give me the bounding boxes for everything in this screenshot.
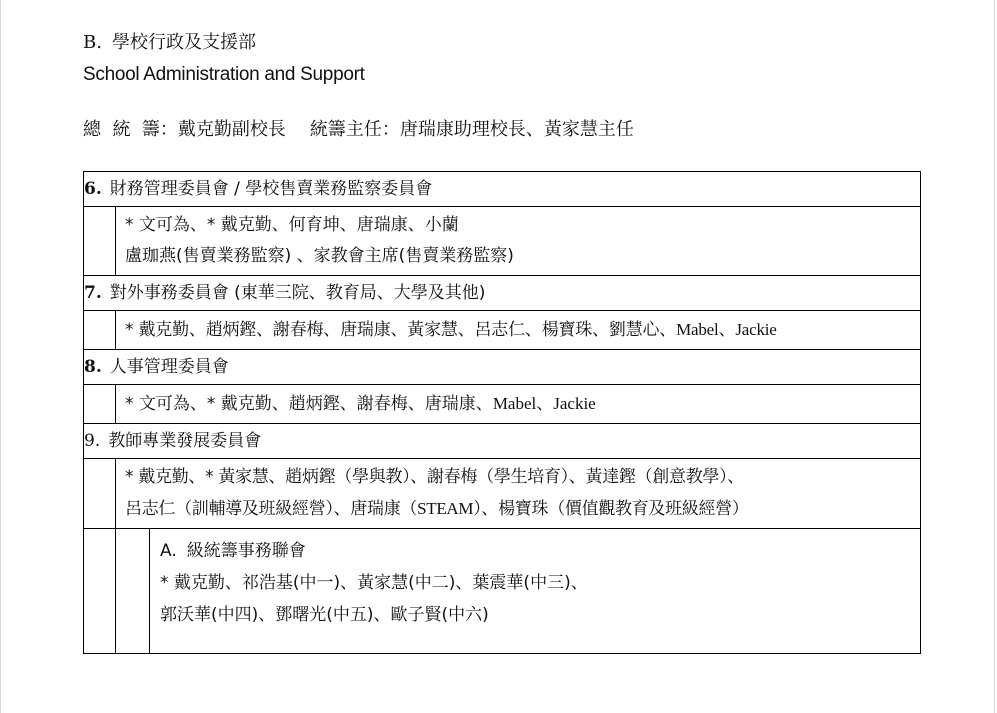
committee-number: 7. [84, 283, 102, 303]
committee-name: 對外事務委員會 (東華三院、教育局、大學及其他) [109, 283, 486, 303]
committee-row [84, 276, 921, 311]
committee-title [84, 276, 921, 311]
committee-row [84, 350, 921, 385]
committee-number: 6. [84, 179, 102, 199]
indent-cell [84, 385, 116, 424]
members-row [84, 207, 921, 276]
indent-cell [84, 459, 116, 529]
members-latin: Mabel、Jackie [492, 394, 596, 413]
members-latin: STEAM [417, 499, 474, 518]
sub-committee-name: 級統籌事務聯會 [186, 541, 306, 561]
committee-table [83, 171, 921, 654]
overall-coordinator: 戴克勤副校長 [177, 119, 286, 140]
section-title-zh: 學校行政及支援部 [111, 32, 256, 53]
committee-name: 人事管理委員會 [109, 357, 229, 377]
members-line [125, 493, 912, 525]
sub-committee-cell [150, 529, 921, 653]
members-row [84, 459, 921, 529]
committee-members [116, 311, 921, 350]
sub-committee-title [160, 535, 912, 567]
members-latin: Mabel、Jackie [676, 320, 777, 339]
committee-name: 教師專業發展委員會 [108, 431, 262, 451]
coordination-line [83, 117, 634, 143]
members-text: * 文可為、* 戴克勤、趙炳鏗、謝春梅、唐瑞康、 [125, 394, 493, 414]
sub-members-line: * 戴克勤、祁浩基(中一)、黃家慧(中二)、葉震華(中三)、 [160, 573, 588, 593]
members-text: * 戴克勤、趙炳鏗、謝春梅、唐瑞康、黃家慧、呂志仁、楊寶珠、劉慧心、 [125, 320, 677, 340]
sub-committee-letter: A. [160, 541, 177, 561]
committee-number: 9. [84, 431, 101, 451]
committee-members [116, 385, 921, 424]
indent-cell [84, 529, 116, 654]
section-letter: B. [83, 32, 102, 53]
members-row [84, 385, 921, 424]
sub-committee-container [116, 529, 921, 654]
sub-committee-table [116, 529, 920, 653]
committee-number: 8. [84, 357, 102, 377]
section-title-en: School Administration and Support [83, 64, 365, 85]
committee-title [84, 424, 921, 459]
members-line: * 文可為、* 戴克勤、何育坤、唐瑞康、小蘭 [125, 215, 459, 235]
committee-row [84, 424, 921, 459]
coordinator-label: 統籌主任： [309, 119, 400, 140]
committee-name: 財務管理委員會 / 學校售賣業務監察委員會 [109, 179, 433, 199]
committee-title [84, 172, 921, 207]
indent-cell [84, 311, 116, 350]
coordinators: 唐瑞康助理校長、黃家慧主任 [399, 119, 634, 140]
members-line: * 戴克勤、* 黃家慧、趙炳鏗（學與教）、謝春梅（學生培育）、黃達鏗（創意教學）、 [125, 467, 745, 487]
committee-members [116, 459, 921, 529]
sub-members-line: 郭沃華(中四)、鄧曙光(中五)、歐子賢(中六) [160, 605, 489, 625]
section-heading [83, 30, 256, 56]
sub-committee-row [84, 529, 921, 654]
members-row [84, 311, 921, 350]
members-text: ）、楊寶珠（價值觀教育及班級經營） [473, 499, 749, 519]
committee-members [116, 207, 921, 276]
indent-cell [84, 207, 116, 276]
members-line: 盧珈燕(售賣業務監察) 、家教會主席(售賣業務監察) [125, 246, 514, 266]
overall-coordinator-label: 總 統 籌： [83, 119, 178, 140]
committee-title [84, 350, 921, 385]
sub-indent-cell [116, 529, 150, 653]
members-text: 呂志仁（訓輔導及班級經營）、唐瑞康（ [125, 499, 418, 519]
committee-row [84, 172, 921, 207]
